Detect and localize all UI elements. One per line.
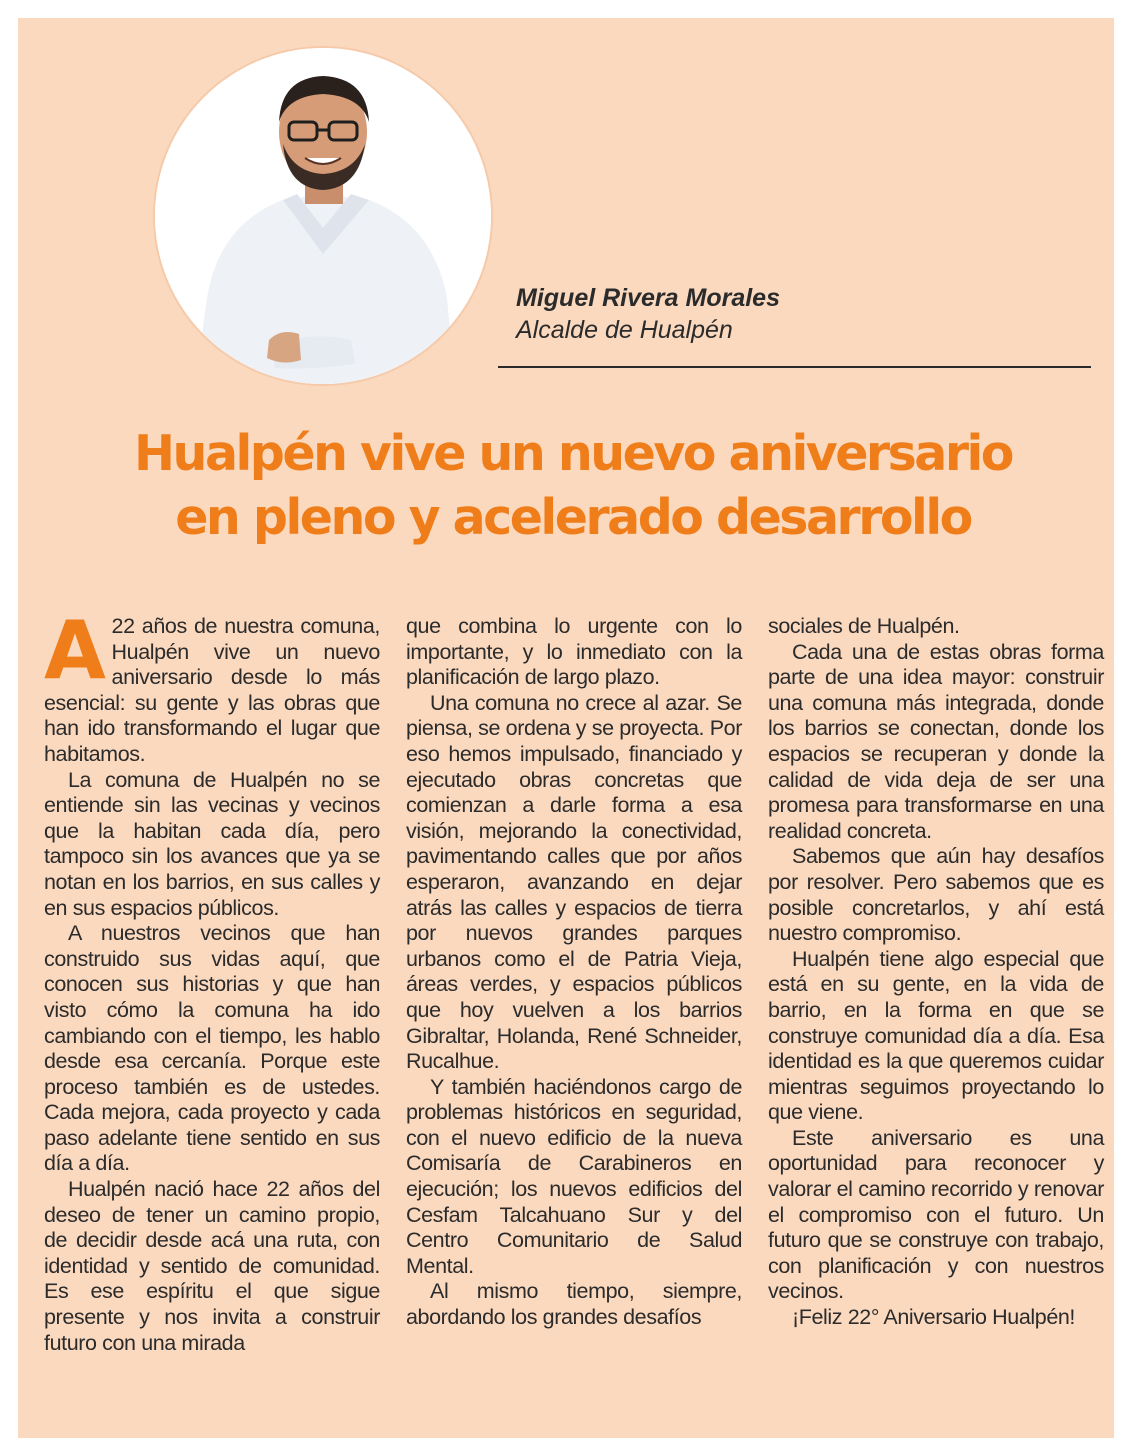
article-paragraph: Cada una de estas obras forma parte de una idea mayor: construir una comuna más integrada, donde los barrios se conectan, donde los espacios se recuperan y donde la calidad de vida deja de ser una promesa para transformarse en una realidad concreta. bbox=[768, 639, 1104, 843]
author-role: Alcalde de Hualpén bbox=[516, 316, 733, 344]
headline-line-2: en pleno y acelerado desarrollo bbox=[175, 489, 971, 546]
article-paragraph: Hualpén tiene algo especial que está en su gente, en la vida de barrio, en la forma en que se construye comunidad día a día. Esa identidad es la que queremos cuidar mientras seguimos proyectando lo que viene. bbox=[768, 946, 1104, 1125]
paragraph-text: 22 años de nuestra comuna, Hualpén vive un nuevo aniversario desde lo más esencial: su gente y las obras que han ido transformando el lugar que habitamos. bbox=[44, 614, 380, 766]
article-paragraph: Al mismo tiempo, siempre, abordando los grandes desafíos bbox=[406, 1279, 742, 1330]
headline bbox=[38, 422, 1108, 550]
article-paragraph-continued: que combina lo urgente con lo importante, y lo inmediato con la planificación de largo plazo. bbox=[406, 614, 742, 690]
article-paragraph: Una comuna no crece al azar. Se piensa, se ordena y se proyecta. Por eso hemos impulsado, financiado y ejecutado obras concretas que comienzan a darle forma a esa visión, mejorando la conectividad, pavimentando calles que por años esperaron, avanzando en dejar atrás las calles y espacios de tierra por nuevos grandes parques urbanos como el de Patria Vieja, áreas verdes, y espacios públicos que hoy vuelven a los barrios Gibraltar, Holanda, René Schneider, Rucalhue. bbox=[406, 690, 742, 1074]
author-name: Miguel Rivera Morales bbox=[516, 284, 780, 312]
article-paragraph: La comuna de Hualpén no se entiende sin las vecinas y vecinos que la habitan cada día, pero tampoco sin los avances que ya se notan en los barrios, en sus calles y en sus espacios públicos. bbox=[44, 767, 380, 920]
article-paragraph: Y también haciéndonos cargo de problemas históricos en seguridad, con el nuevo edificio de la nueva Comisaría de Carabineros en ejecución; los nuevos edificios del Cesfam Talcahuano Sur y del Centro Comunitario de Salud Mental. bbox=[406, 1074, 742, 1278]
article-paragraph: A nuestros vecinos que han construido sus vidas aquí, que conocen sus historias y que han visto cómo la comuna ha ido cambiando con el tiempo, les hablo desde esa cercanía. Porque este proceso también es de ustedes. Cada mejora, cada proyecto y cada paso adelante tiene sentido en sus día a día. bbox=[44, 921, 380, 1176]
article-paragraph: Este aniversario es una oportunidad para reconocer y valorar el camino recorrido y renovar el compromiso con el futuro. Un futuro que se construye con trabajo, con planificación y con nuestros vecinos. bbox=[768, 1125, 1104, 1304]
headline-line-1: Hualpén vive un nuevo aniversario bbox=[134, 425, 1012, 482]
article-column-1 bbox=[44, 604, 380, 1356]
author-photo bbox=[155, 48, 491, 384]
article-column-2 bbox=[406, 614, 742, 1331]
article-paragraph: Sabemos que aún hay desafíos por resolver. Pero sabemos que es posible concretarlos, y ahí está nuestro compromiso. bbox=[768, 844, 1104, 946]
drop-cap: A bbox=[44, 604, 106, 697]
article-column-3 bbox=[768, 614, 1104, 1331]
author-byline bbox=[498, 282, 1091, 368]
closing-line: ¡Feliz 22° Aniversario Hualpén! bbox=[792, 1305, 1076, 1330]
article-paragraph bbox=[44, 604, 380, 768]
newspaper-page bbox=[18, 18, 1114, 1438]
author-portrait-image bbox=[155, 48, 491, 384]
article-paragraph: Hualpén nació hace 22 años del deseo de tener un camino propio, de decidir desde acá una ruta, con identidad y sentido de comunidad. Es ese espíritu el que sigue presente y nos invita a construir futuro con una mirada bbox=[44, 1177, 380, 1355]
article-paragraph-continued: sociales de Hualpén. bbox=[768, 614, 960, 638]
